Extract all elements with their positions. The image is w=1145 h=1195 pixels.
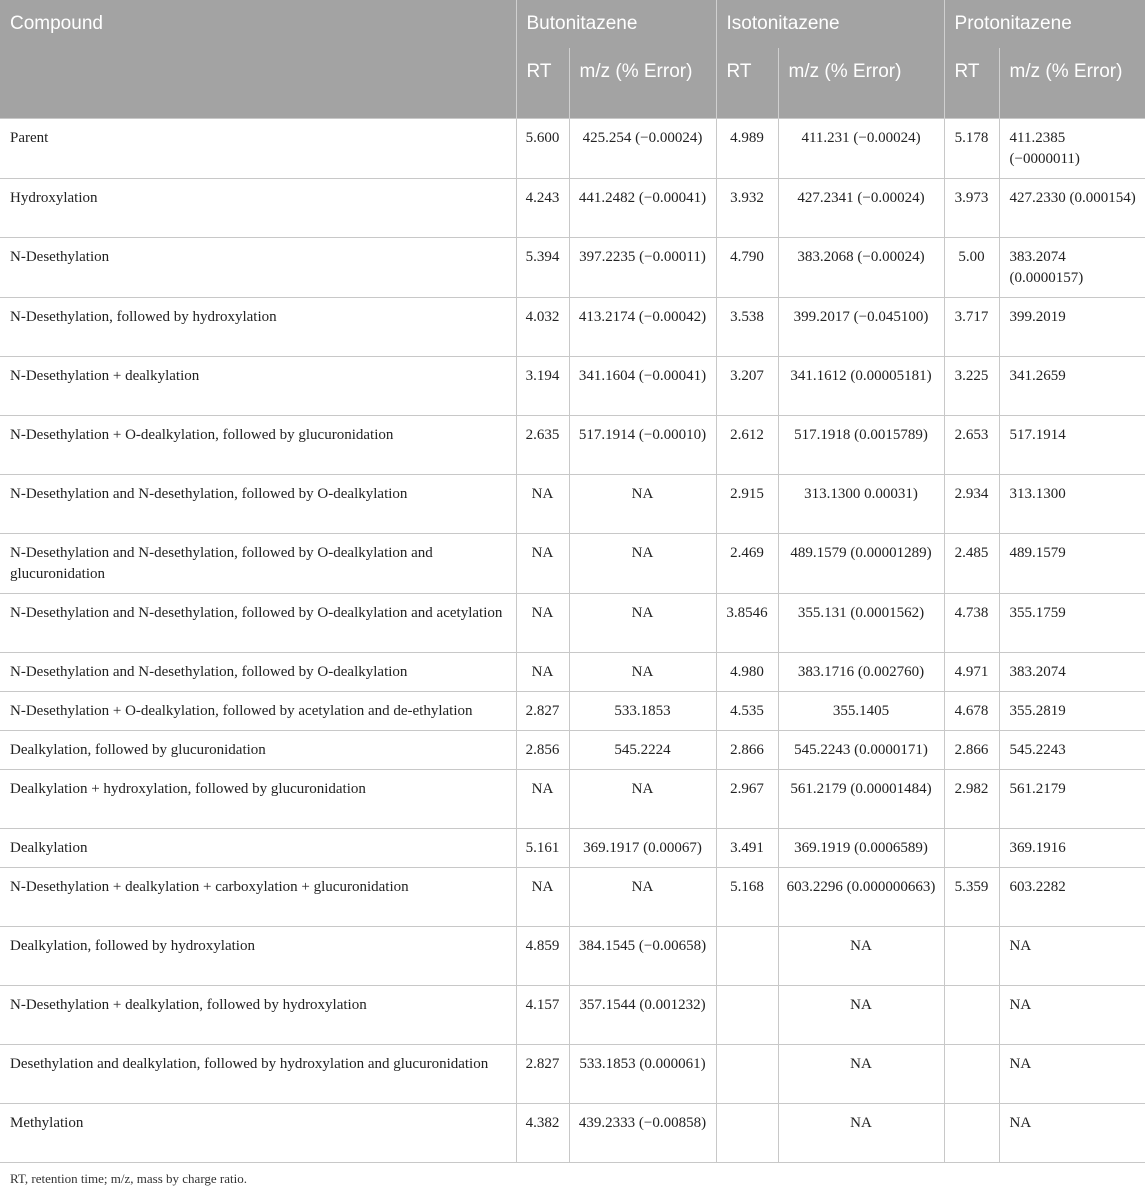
header-rt: RT bbox=[944, 48, 999, 119]
isotonitazene-rt bbox=[716, 986, 778, 1045]
isotonitazene-mz: 383.2068 (−0.00024) bbox=[778, 238, 944, 298]
protonitazene-mz: NA bbox=[999, 1104, 1145, 1163]
protonitazene-mz: 489.1579 bbox=[999, 534, 1145, 594]
butonitazene-mz: 341.1604 (−0.00041) bbox=[569, 357, 716, 416]
header-rt: RT bbox=[516, 48, 569, 119]
isotonitazene-rt bbox=[716, 1104, 778, 1163]
protonitazene-rt bbox=[944, 829, 999, 868]
protonitazene-mz: 545.2243 bbox=[999, 731, 1145, 770]
butonitazene-rt: 2.635 bbox=[516, 416, 569, 475]
header-butonitazene: Butonitazene bbox=[516, 0, 716, 48]
protonitazene-rt: 2.934 bbox=[944, 475, 999, 534]
butonitazene-rt: 2.856 bbox=[516, 731, 569, 770]
protonitazene-rt: 2.866 bbox=[944, 731, 999, 770]
header-protonitazene: Protonitazene bbox=[944, 0, 1145, 48]
isotonitazene-mz: 603.2296 (0.000000663) bbox=[778, 868, 944, 927]
protonitazene-rt bbox=[944, 1045, 999, 1104]
table-row bbox=[0, 770, 1145, 829]
isotonitazene-rt: 2.915 bbox=[716, 475, 778, 534]
isotonitazene-rt: 5.168 bbox=[716, 868, 778, 927]
table-row bbox=[0, 179, 1145, 238]
isotonitazene-mz: 341.1612 (0.00005181) bbox=[778, 357, 944, 416]
protonitazene-mz: 399.2019 bbox=[999, 298, 1145, 357]
table-row bbox=[0, 238, 1145, 298]
header-isotonitazene: Isotonitazene bbox=[716, 0, 944, 48]
isotonitazene-mz: 383.1716 (0.002760) bbox=[778, 653, 944, 692]
compound-cell: Hydroxylation bbox=[0, 179, 516, 238]
butonitazene-rt: 3.194 bbox=[516, 357, 569, 416]
butonitazene-mz: NA bbox=[569, 770, 716, 829]
table-row bbox=[0, 298, 1145, 357]
table-row bbox=[0, 829, 1145, 868]
isotonitazene-mz: 545.2243 (0.0000171) bbox=[778, 731, 944, 770]
compound-cell: N-Desethylation and N-desethylation, followed by O-dealkylation and acetylation bbox=[0, 594, 516, 653]
protonitazene-rt: 4.678 bbox=[944, 692, 999, 731]
isotonitazene-mz: NA bbox=[778, 986, 944, 1045]
protonitazene-rt: 2.485 bbox=[944, 534, 999, 594]
protonitazene-mz: 355.1759 bbox=[999, 594, 1145, 653]
isotonitazene-rt: 3.932 bbox=[716, 179, 778, 238]
butonitazene-mz: NA bbox=[569, 534, 716, 594]
protonitazene-rt: 2.653 bbox=[944, 416, 999, 475]
compound-cell: N-Desethylation + dealkylation, followed by hydroxylation bbox=[0, 986, 516, 1045]
table-row bbox=[0, 1104, 1145, 1163]
isotonitazene-mz: 399.2017 (−0.045100) bbox=[778, 298, 944, 357]
compound-cell: Dealkylation + hydroxylation, followed by glucuronidation bbox=[0, 770, 516, 829]
protonitazene-mz: 313.1300 bbox=[999, 475, 1145, 534]
header-compound: Compound bbox=[0, 0, 516, 48]
compound-cell: N-Desethylation + dealkylation bbox=[0, 357, 516, 416]
protonitazene-rt: 4.971 bbox=[944, 653, 999, 692]
protonitazene-rt: 3.717 bbox=[944, 298, 999, 357]
protonitazene-mz: NA bbox=[999, 1045, 1145, 1104]
table-row bbox=[0, 119, 1145, 179]
compound-cell: Methylation bbox=[0, 1104, 516, 1163]
butonitazene-rt: 5.600 bbox=[516, 119, 569, 179]
table-row bbox=[0, 1045, 1145, 1104]
butonitazene-rt: NA bbox=[516, 770, 569, 829]
butonitazene-rt: NA bbox=[516, 653, 569, 692]
protonitazene-mz: 603.2282 bbox=[999, 868, 1145, 927]
protonitazene-rt: 2.982 bbox=[944, 770, 999, 829]
table-row bbox=[0, 357, 1145, 416]
butonitazene-rt: 5.394 bbox=[516, 238, 569, 298]
isotonitazene-mz: NA bbox=[778, 1045, 944, 1104]
isotonitazene-rt: 3.538 bbox=[716, 298, 778, 357]
protonitazene-mz: NA bbox=[999, 986, 1145, 1045]
protonitazene-mz: 341.2659 bbox=[999, 357, 1145, 416]
butonitazene-rt: 4.859 bbox=[516, 927, 569, 986]
protonitazene-mz: 561.2179 bbox=[999, 770, 1145, 829]
protonitazene-rt: 3.225 bbox=[944, 357, 999, 416]
butonitazene-mz: NA bbox=[569, 653, 716, 692]
header-mz: m/z (% Error) bbox=[999, 48, 1145, 119]
butonitazene-mz: 369.1917 (0.00067) bbox=[569, 829, 716, 868]
isotonitazene-rt: 2.967 bbox=[716, 770, 778, 829]
isotonitazene-rt: 2.866 bbox=[716, 731, 778, 770]
protonitazene-mz: 369.1916 bbox=[999, 829, 1145, 868]
compound-cell: N-Desethylation and N-desethylation, followed by O-dealkylation bbox=[0, 653, 516, 692]
compound-cell: Desethylation and dealkylation, followed by hydroxylation and glucuronidation bbox=[0, 1045, 516, 1104]
table-row bbox=[0, 986, 1145, 1045]
protonitazene-rt: 5.178 bbox=[944, 119, 999, 179]
table-row bbox=[0, 416, 1145, 475]
protonitazene-rt bbox=[944, 927, 999, 986]
protonitazene-mz: 427.2330 (0.000154) bbox=[999, 179, 1145, 238]
butonitazene-rt: 4.157 bbox=[516, 986, 569, 1045]
butonitazene-mz: 425.254 (−0.00024) bbox=[569, 119, 716, 179]
table-row bbox=[0, 868, 1145, 927]
isotonitazene-rt bbox=[716, 1045, 778, 1104]
isotonitazene-mz: 561.2179 (0.00001484) bbox=[778, 770, 944, 829]
butonitazene-mz: NA bbox=[569, 868, 716, 927]
compound-cell: N-Desethylation bbox=[0, 238, 516, 298]
butonitazene-mz: 439.2333 (−0.00858) bbox=[569, 1104, 716, 1163]
isotonitazene-mz: 489.1579 (0.00001289) bbox=[778, 534, 944, 594]
protonitazene-mz: 355.2819 bbox=[999, 692, 1145, 731]
isotonitazene-mz: 411.231 (−0.00024) bbox=[778, 119, 944, 179]
butonitazene-rt: 2.827 bbox=[516, 692, 569, 731]
isotonitazene-rt: 2.469 bbox=[716, 534, 778, 594]
isotonitazene-mz: NA bbox=[778, 1104, 944, 1163]
compound-cell: N-Desethylation and N-desethylation, followed by O-dealkylation and glucuronidation bbox=[0, 534, 516, 594]
protonitazene-rt bbox=[944, 1104, 999, 1163]
table-row bbox=[0, 475, 1145, 534]
protonitazene-rt: 4.738 bbox=[944, 594, 999, 653]
protonitazene-mz: 411.2385 (−0000011) bbox=[999, 119, 1145, 179]
compound-cell: N-Desethylation and N-desethylation, followed by O-dealkylation bbox=[0, 475, 516, 534]
butonitazene-mz: NA bbox=[569, 594, 716, 653]
compound-cell: Dealkylation, followed by hydroxylation bbox=[0, 927, 516, 986]
butonitazene-rt: 5.161 bbox=[516, 829, 569, 868]
butonitazene-mz: 517.1914 (−0.00010) bbox=[569, 416, 716, 475]
table-row bbox=[0, 692, 1145, 731]
butonitazene-rt: NA bbox=[516, 594, 569, 653]
table-row bbox=[0, 594, 1145, 653]
butonitazene-mz: 413.2174 (−0.00042) bbox=[569, 298, 716, 357]
protonitazene-rt: 3.973 bbox=[944, 179, 999, 238]
isotonitazene-rt: 3.491 bbox=[716, 829, 778, 868]
butonitazene-rt: 4.243 bbox=[516, 179, 569, 238]
isotonitazene-mz: 313.1300 0.00031) bbox=[778, 475, 944, 534]
table-row bbox=[0, 927, 1145, 986]
isotonitazene-mz: 369.1919 (0.0006589) bbox=[778, 829, 944, 868]
butonitazene-mz: NA bbox=[569, 475, 716, 534]
table-row bbox=[0, 653, 1145, 692]
isotonitazene-rt: 4.989 bbox=[716, 119, 778, 179]
butonitazene-mz: 357.1544 (0.001232) bbox=[569, 986, 716, 1045]
butonitazene-rt: NA bbox=[516, 868, 569, 927]
protonitazene-mz: 383.2074 (0.0000157) bbox=[999, 238, 1145, 298]
protonitazene-rt bbox=[944, 986, 999, 1045]
isotonitazene-mz: 355.131 (0.0001562) bbox=[778, 594, 944, 653]
table-footnote: RT, retention time; m/z, mass by charge ratio. bbox=[10, 1171, 248, 1186]
compound-cell: Dealkylation bbox=[0, 829, 516, 868]
header-mz: m/z (% Error) bbox=[778, 48, 944, 119]
isotonitazene-rt: 4.980 bbox=[716, 653, 778, 692]
header-rt: RT bbox=[716, 48, 778, 119]
protonitazene-mz: NA bbox=[999, 927, 1145, 986]
isotonitazene-rt: 3.8546 bbox=[716, 594, 778, 653]
isotonitazene-mz: 517.1918 (0.0015789) bbox=[778, 416, 944, 475]
butonitazene-mz: 533.1853 bbox=[569, 692, 716, 731]
compound-cell: N-Desethylation + O-dealkylation, followed by acetylation and de-ethylation bbox=[0, 692, 516, 731]
compound-cell: N-Desethylation + O-dealkylation, followed by glucuronidation bbox=[0, 416, 516, 475]
isotonitazene-rt: 2.612 bbox=[716, 416, 778, 475]
butonitazene-mz: 384.1545 (−0.00658) bbox=[569, 927, 716, 986]
protonitazene-rt: 5.00 bbox=[944, 238, 999, 298]
header-blank bbox=[0, 48, 516, 119]
butonitazene-rt: 4.032 bbox=[516, 298, 569, 357]
protonitazene-rt: 5.359 bbox=[944, 868, 999, 927]
isotonitazene-mz: 427.2341 (−0.00024) bbox=[778, 179, 944, 238]
isotonitazene-rt: 4.535 bbox=[716, 692, 778, 731]
table-row bbox=[0, 534, 1145, 594]
butonitazene-mz: 545.2224 bbox=[569, 731, 716, 770]
isotonitazene-rt: 3.207 bbox=[716, 357, 778, 416]
compound-cell: Parent bbox=[0, 119, 516, 179]
compound-cell: N-Desethylation + dealkylation + carboxylation + glucuronidation bbox=[0, 868, 516, 927]
protonitazene-mz: 383.2074 bbox=[999, 653, 1145, 692]
butonitazene-mz: 441.2482 (−0.00041) bbox=[569, 179, 716, 238]
butonitazene-rt: 4.382 bbox=[516, 1104, 569, 1163]
compound-cell: N-Desethylation, followed by hydroxylation bbox=[0, 298, 516, 357]
butonitazene-rt: 2.827 bbox=[516, 1045, 569, 1104]
isotonitazene-rt: 4.790 bbox=[716, 238, 778, 298]
butonitazene-mz: 533.1853 (0.000061) bbox=[569, 1045, 716, 1104]
butonitazene-mz: 397.2235 (−0.00011) bbox=[569, 238, 716, 298]
compound-cell: Dealkylation, followed by glucuronidation bbox=[0, 731, 516, 770]
butonitazene-rt: NA bbox=[516, 534, 569, 594]
butonitazene-rt: NA bbox=[516, 475, 569, 534]
protonitazene-mz: 517.1914 bbox=[999, 416, 1145, 475]
header-mz: m/z (% Error) bbox=[569, 48, 716, 119]
isotonitazene-mz: NA bbox=[778, 927, 944, 986]
isotonitazene-rt bbox=[716, 927, 778, 986]
table-row bbox=[0, 731, 1145, 770]
isotonitazene-mz: 355.1405 bbox=[778, 692, 944, 731]
